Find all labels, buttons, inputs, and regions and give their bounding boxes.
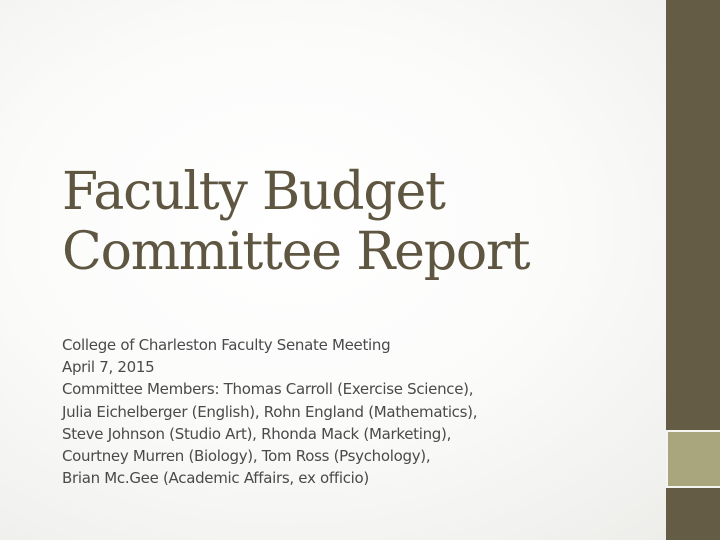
side-divider-bottom — [666, 486, 720, 488]
committee-members-line: Courtney Murren (Biology), Tom Ross (Psychology), — [62, 447, 431, 466]
slide-subtitle — [62, 334, 652, 489]
side-accent-block — [668, 432, 720, 486]
slide-title — [62, 162, 652, 282]
meeting-date: April 7, 2015 — [62, 358, 155, 377]
committee-members-line: Julia Eichelberger (English), Rohn England (Mathematics), — [62, 402, 478, 421]
meeting-name: College of Charleston Faculty Senate Meeting — [62, 336, 391, 354]
title-line: Committee Report — [62, 222, 530, 282]
committee-members-line: Committee Members: Thomas Carroll (Exercise Science), — [62, 380, 474, 399]
title-line: Faculty Budget — [62, 162, 445, 222]
committee-members-line: Steve Johnson (Studio Art), Rhonda Mack (Marketing), — [62, 424, 452, 443]
committee-members-line: Brian Mc.Gee (Academic Affairs, ex officio) — [62, 469, 369, 488]
